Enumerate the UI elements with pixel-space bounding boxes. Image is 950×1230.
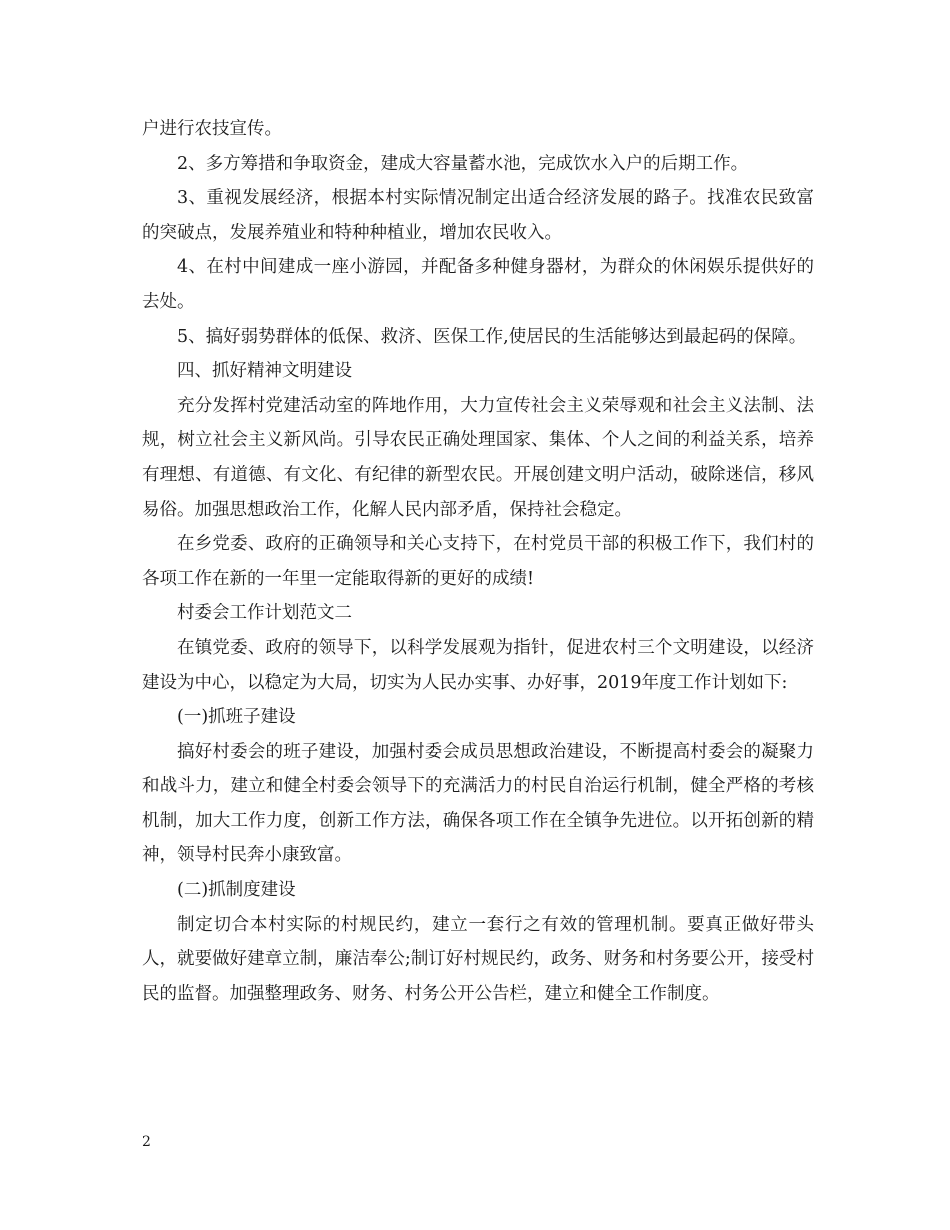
paragraph: 2、多方筹措和争取资金，建成大容量蓄水池，完成饮水入户的后期工作。 — [177, 153, 749, 174]
paragraph: 制定切合本村实际的村规民约，建立一套行之有效的管理机制。要真正做好带头人，就要做好建章立制，廉洁奉公;制订好村规民约，政务、财务和村务要公开，接受村民的监督。加强整理政务、财务、村务公开公告栏，建立和健全工作制度。 — [142, 914, 814, 1004]
page-number: 2 — [142, 1134, 151, 1150]
paragraph: 户进行农技宣传。 — [142, 119, 282, 139]
section-heading: 四、抓好精神文明建设 — [177, 361, 352, 382]
paragraph: 3、重视发展经济，根据本村实际情况制定出适合经济发展的路子。找准农民致富的突破点，发展养殖业和特种种植业，增加农民收入。 — [142, 188, 814, 243]
paragraph: 在乡党委、政府的正确领导和关心支持下，在村党员干部的积极工作下，我们村的各项工作在新的一年里一定能取得新的更好的成绩! — [142, 534, 814, 589]
paragraph: 充分发挥村党建活动室的阵地作用，大力宣传社会主义荣辱观和社会主义法制、法规，树立社会主义新风尚。引导农民正确处理国家、集体、个人之间的利益关系，培养有理想、有道德、有文化、有纪律的新型农民。开展创建文明户活动，破除迷信，移风易俗。加强思想政治工作，化解人民内部矛盾，保持社会稳定。 — [142, 395, 814, 520]
section-heading: (二)抓制度建设 — [177, 880, 296, 901]
section-heading: (一)抓班子建设 — [177, 707, 296, 728]
paragraph: 搞好村委会的班子建设，加强村委会成员思想政治建设，不断提高村委会的凝聚力和战斗力，建立和健全村委会领导下的充满活力的村民自治运行机制，健全严格的考核机制，加大工作力度，创新工作方法，确保各项工作在全镇争先进位。以开拓创新的精神，领导村民奔小康致富。 — [142, 741, 814, 866]
section-heading: 村委会工作计划范文二 — [177, 603, 352, 624]
paragraph: 在镇党委、政府的领导下，以科学发展观为指针，促进农村三个文明建设，以经济建设为中心，以稳定为大局，切实为人民办实事、办好事，2019年度工作计划如下: — [142, 637, 814, 693]
document-body — [142, 112, 814, 1011]
paragraph: 4、在村中间建成一座小游园，并配备多种健身器材，为群众的休闲娱乐提供好的去处。 — [142, 257, 814, 312]
paragraph: 5、搞好弱势群体的低保、救济、医保工作,使居民的生活能够达到最起码的保障。 — [177, 326, 807, 347]
